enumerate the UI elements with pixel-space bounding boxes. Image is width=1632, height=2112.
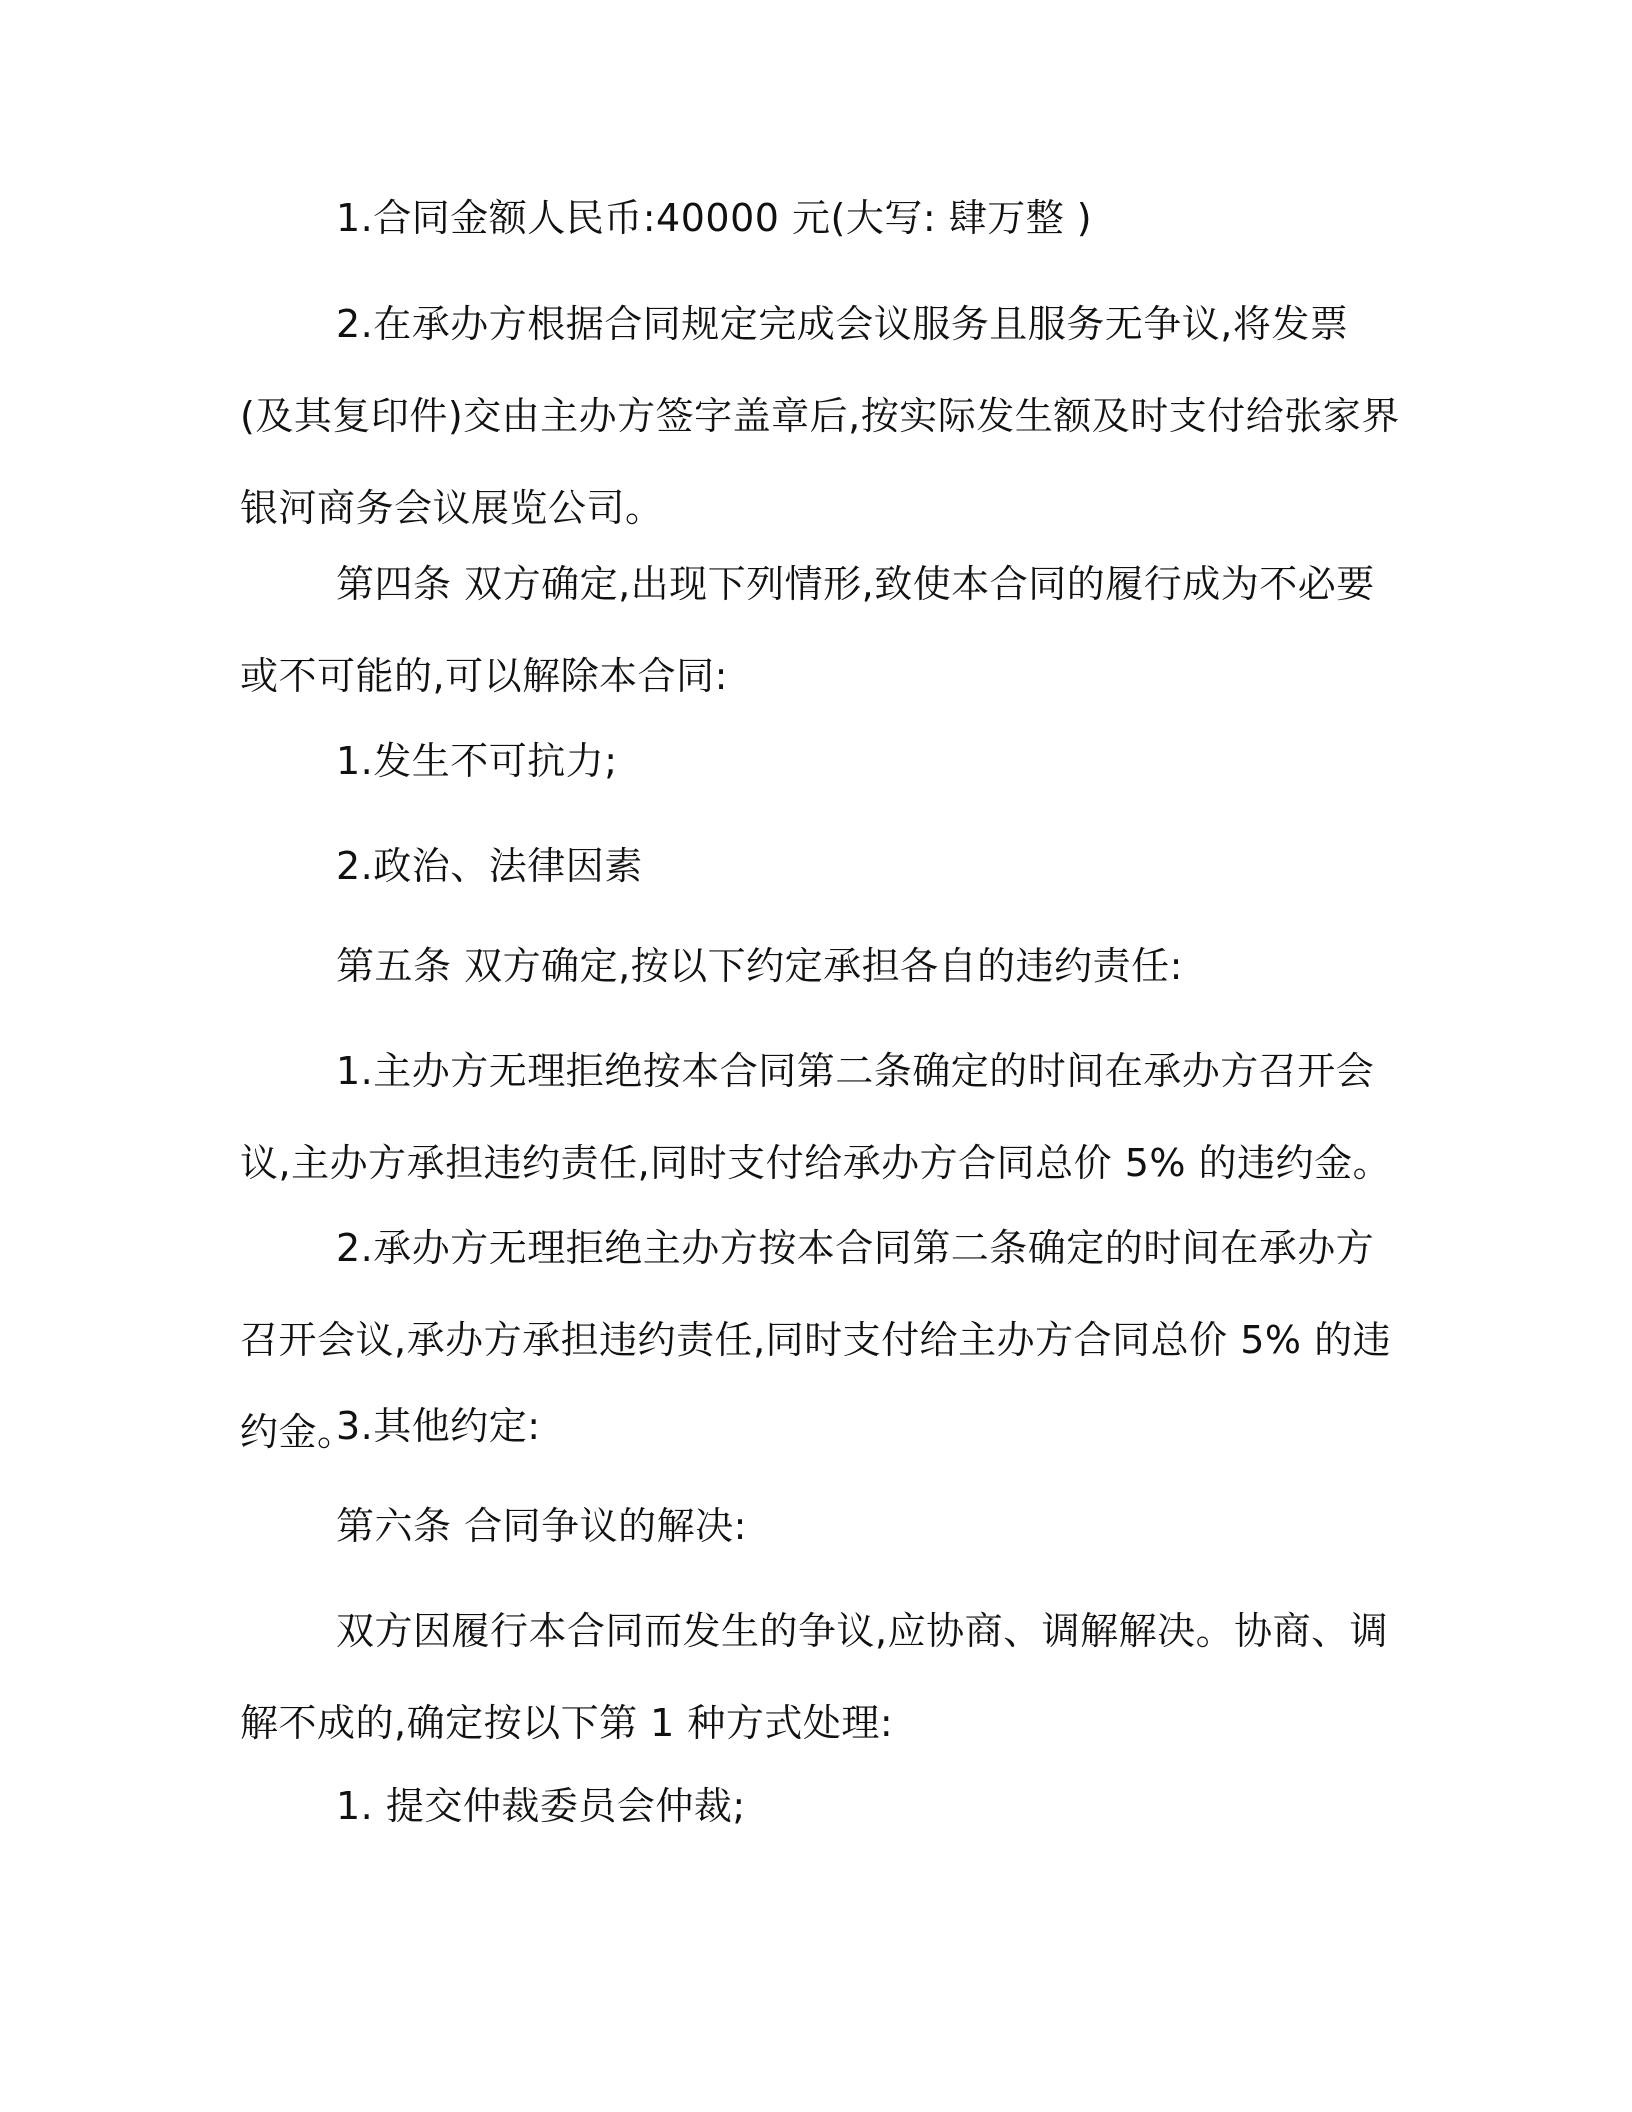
article-five-paragraph: 第五条 双方确定,按以下约定承担各自的违约责任: <box>336 944 1183 988</box>
article-four-paragraph: 第四条 双方确定,出现下列情形,致使本合同的履行成为不必要或不可能的,可以解除本合同: <box>240 562 1375 698</box>
contractor-breach-item: 2.承办方无理拒绝主办方按本合同第二条确定的时间在承办方召开会议,承办方承担违约责任,同时支付给主办方合同总价 5% 的违约金。 <box>240 1226 1392 1454</box>
force-majeure-item: 1.发生不可抗力; <box>336 739 618 783</box>
contract-amount-paragraph: 1.合同金额人民币:40000 元(大写: 肆万整 ) <box>336 196 1093 240</box>
organizer-breach-item: 1.主办方无理拒绝按本合同第二条确定的时间在承办方召开会议,主办方承担违约责任,同时支付给承办方合同总价 5% 的违约金。 <box>240 1049 1392 1185</box>
dispute-resolution-paragraph: 双方因履行本合同而发生的争议,应协商、调解解决。协商、调解不成的,确定按以下第 1 种方式处理: <box>240 1609 1389 1745</box>
payment-terms-paragraph: 2.在承办方根据合同规定完成会议服务且服务无争议,将发票(及其复印件)交由主办方签字盖章后,按实际发生额及时支付给张家界银河商务会议展览公司。 <box>240 302 1400 530</box>
political-legal-item: 2.政治、法律因素 <box>336 844 643 888</box>
other-agreements-item: 3.其他约定: <box>336 1404 541 1448</box>
arbitration-item: 1. 提交仲裁委员会仲裁; <box>336 1784 746 1828</box>
article-six-paragraph: 第六条 合同争议的解决: <box>336 1504 747 1548</box>
